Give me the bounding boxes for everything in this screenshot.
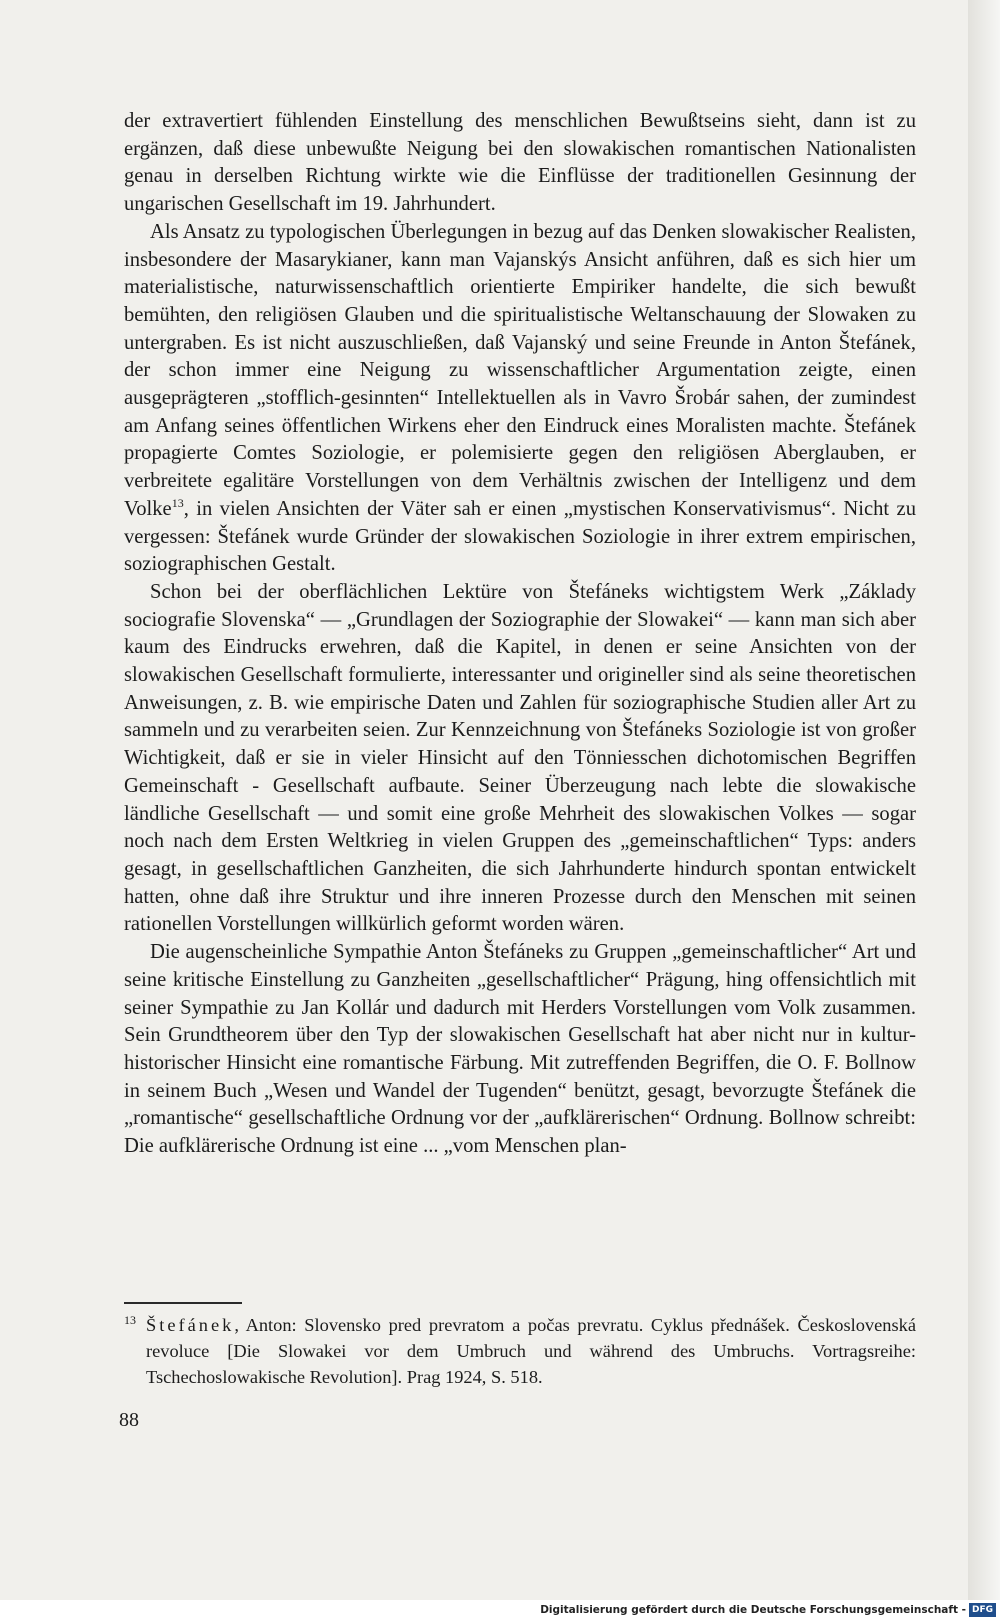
body-text (124, 108, 916, 1161)
paragraph-4: Die augenscheinliche Sympathie Anton Štefáneks zu Gruppen „gemeinschaftlicher“ Art und seine kritische Einstellung zu Ganzheiten „gesellschaftlicher“ Prägung, hing offensichtlich mit seiner Sympathie zu Jan Kollár und dadurch mit Herders Vorstellungen vom Volk zusammen. Sein Grundtheorem über den Typ der slowakischen Gesellschaft hat aber nicht nur in kultur-historischer Hinsicht eine romantische Färbung. Mit zutreffenden Begriffen, die O. F. Bollnow in seinem Buch „Wesen und Wandel der Tugenden“ benützt, gesagt, bevorzugte Štefánek die „romantische“ gesellschaftliche Ordnung vor der „aufklärerischen“ Ordnung. Bollnow schreibt: Die aufklärerische Ordnung ist eine ... „vom Menschen plan- (124, 941, 916, 1158)
paragraph-3: Schon bei der oberflächlichen Lektüre von Štefáneks wichtigstem Werk „Základy sociografie Slovenska“ — „Grundlagen der Soziographie der Slowakei“ — kann man sich aber kaum des Eindrucks erwehren, daß die Kapitel, in denen er seine Ansichten von der slowakischen Gesellschaft formulierte, interessanter und origineller sind als seine theoretischen Anweisungen, z. B. wie empirische Daten und Zahlen für soziographische Studien aller Art zu sammeln und zu verarbeiten seien. Zur Kennzeichnung von Štefáneks Soziologie ist von großer Wichtigkeit, daß er sie in vieler Hinsicht auf den Tönniesschen dichotomischen Begriffen Gemeinschaft - Gesellschaft aufbaute. Seiner Überzeugung nach lebte die slowakische ländliche Gesellschaft — und somit eine große Mehrheit des slowakischen Volkes — sogar noch nach dem Ersten Weltkrieg in vielen Gruppen des „gemeinschaftlichen“ Typs: anders gesagt, in gesellschaftlichen Ganzheiten, die sich Jahrhunderte hindurch spontan entwickelt hatten, ohne daß ihre Struktur und ihre inneren Prozesse durch den Menschen mit seinen rationellen Vorstellungen willkürlich geformt worden wären. (124, 580, 916, 936)
footnote-13: 13 Štefánek, Anton: Slovensko pred prevratom a počas prevratu. Cyklus přednášek. Československá revoluce [Die Slowakei vor dem Umbruch und während des Umbruchs. Vortragsreihe: Tschechoslowakische Revolution]. Prag 1924, S. 518. (124, 1312, 916, 1387)
footnote-rule (124, 1302, 242, 1304)
footnote-reference: 13 (171, 495, 184, 510)
paragraph-1: der extravertiert fühlenden Einstellung des menschlichen Bewußtseins sieht, dann ist zu ergänzen, daß diese unbewußte Neigung bei den slowakischen romantischen Nationalisten genau in derselben Richtung wirkte wie die Einflüsse der traditionellen Gesinnung der ungarischen Gesellschaft im 19. Jahrhundert. (124, 110, 916, 216)
dfg-logo: DFG (969, 1603, 996, 1617)
page-edge-shadow (968, 0, 1000, 1600)
footnote-text: , Anton: Slovensko pred prevratom a počas prevratu. Cyklus přednášek. Československá revoluce [Die Slowakei vor dem Umbruch und während des Umbruchs. Vortragsreihe: Tschechoslowakische Revolution]. Prag 1924, S. 518. (146, 1315, 916, 1387)
page-number: 88 (119, 1409, 139, 1431)
paragraph-2 (124, 219, 916, 579)
footnote-author: Štefánek (146, 1315, 235, 1335)
digitization-credit: Digitalisierung gefördert durch die Deutsche Forschungsgemeinschaft - (540, 1604, 966, 1616)
paragraph-2-text-continued: , in vielen Ansichten der Väter sah er einen „mystischen Konservativismus“. Nicht zu vergessen: Štefánek wurde Gründer der slowakischen Soziologie in ihrer extrem empirischen, soziographischen Gestalt. (124, 497, 916, 576)
footnotes (124, 1312, 916, 1390)
paragraph-2-text: Als Ansatz zu typologischen Überlegungen in bezug auf das Denken slowakischer Realisten, insbesondere der Masarykianer, kann man Vajanskýs Ansicht anführen, daß es sich hier um materialistische, naturwissenschaftlich orientierte Empiriker handelte, die sich bewußt bemühten, den religiösen Glauben und die spiritualistische Weltanschauung der Slowaken zu untergraben. Es ist nicht auszuschließen, daß Vajanský und seine Freunde in Anton Štefánek, der schon immer eine Neigung zu wissenschaftlicher Argumentation zeigte, einen ausgeprägteren „stofflich-gesinnten“ Intellektuellen als in Vavro Šrobár sahen, der zumindest am Anfang seines öffentlichen Wirkens eher den Eindruck eines Moralisten machte. Štefánek propagierte Comtes Soziologie, er polemisierte gegen den religiösen Aberglauben, er verbreitete egalitäre Vorstellungen von dem Verhältnis zwischen der Intelligenz und dem Volke (124, 220, 916, 520)
